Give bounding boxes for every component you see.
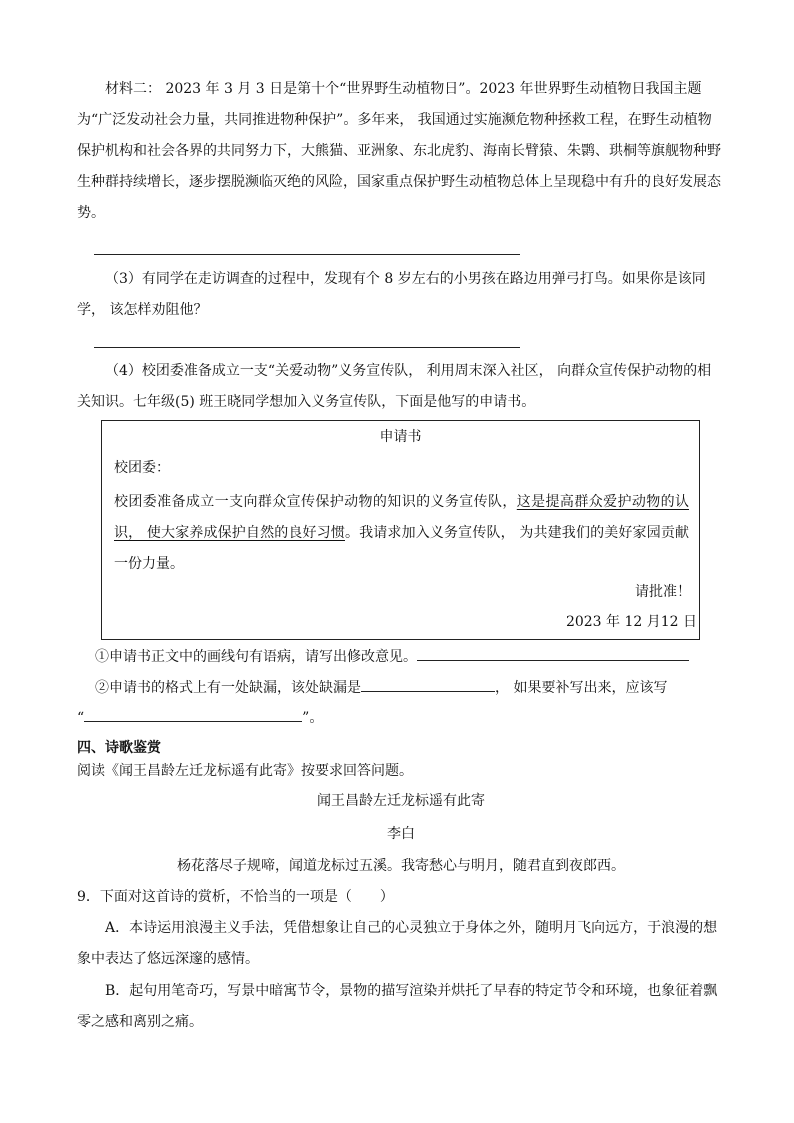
letter-closing: 请批准！ [635, 584, 691, 600]
sub-question-1-text: ①申请书正文中的画线句有语病，请写出修改意见。 [95, 649, 417, 665]
letter-body-end: 。我请求加入义务宣传队， 为共建我们的美好家园贡献一份力量。 [114, 525, 690, 572]
poem-title: 闻王昌龄左迁龙标遥有此寄 [317, 793, 485, 809]
option-b: B．起句用笔奇巧，写景中暗寓节令，景物的描写渲染并烘托了早春的特定节令和环境，也象征着飘零之感和离别之痛。 [77, 983, 718, 1030]
quote-open: “ [77, 710, 85, 726]
question-3: （3）有同学在走访调查的过程中，发现有个 8 岁左右的小男孩在路边用弹弓打鸟。如果你是该同学， 该怎样劝阻他？ [77, 271, 706, 318]
question-4: （4）校团委准备成立一支“关爱动物”义务宣传队， 利用周末深入社区， 向群众宣传保护动物的相关知识。七年级(5) 班王晓同学想加入义务宣传队，下面是他写的申请书。 [77, 363, 712, 410]
letter-date: 2023 年 12 月12 日 [565, 614, 697, 630]
sub-question-2-text-a: ②申请书的格式上有一处缺漏，该处缺漏是 [95, 680, 361, 696]
sub-question-2 [95, 673, 735, 704]
answer-line-q3 [94, 347, 520, 348]
option-a: A．本诗运用浪漫主义手法，凭借想象让自己的心灵独立于身体之外，随明月飞向远方，于浪漫的想象中表达了悠远深邃的感情。 [77, 920, 718, 967]
letter-body [114, 487, 689, 580]
answer-line-material [94, 254, 520, 255]
underlined-sentence: 这是提高群众爱护动物的认识， 使大家养成保护自然的良好习惯 [114, 494, 690, 541]
sub-question-2-continued [77, 703, 725, 734]
answer-blank-2b[interactable] [84, 707, 302, 722]
letter-body-start: 校团委准备成立一支向群众宣传保护动物的知识的义务宣传队， [114, 494, 517, 510]
letter-title: 申请书 [379, 429, 422, 445]
material-2-paragraph: 材料二： 2023 年 3 月 3 日是第十个“世界野生动植物日”。2023 年世界野生动植物日我国主题为“广泛发动社会力量，共同推进物种保护”。多年来， 我国通过实施濒危物种拯救工程，在野生动植物保护机构和社会各界的共同努力下，大熊猫、亚洲象、东北虎豹、海南长臂猿、朱鹮、珙桐等旗舰物种野生种群持续增长，逐步摆脱濒临灭绝的风险，国家重点保护野生动植物总体上呈现稳中有升的良好发展态势。 [77, 81, 721, 221]
answer-blank-1[interactable] [417, 646, 689, 661]
sub-question-1 [95, 642, 755, 673]
section-4-heading: 四、诗歌鉴赏 [77, 740, 161, 756]
sub-question-2-text-b: ， 如果要补写出来，应该写 [495, 680, 668, 696]
question-9: 9．下面对这首诗的赏析，不恰当的一项是（ ） [77, 889, 394, 905]
answer-blank-2a[interactable] [361, 677, 495, 692]
reading-prompt: 阅读《闻王昌龄左迁龙标遥有此寄》按要求回答问题。 [77, 763, 413, 779]
application-letter-box [101, 420, 700, 640]
poem-author: 李白 [387, 826, 415, 842]
letter-salutation: 校团委： [114, 460, 170, 476]
quote-close: ”。 [302, 710, 324, 726]
poem-text: 杨花落尽子规啼，闻道龙标过五溪。我寄愁心与明月，随君直到夜郎西。 [177, 858, 625, 874]
